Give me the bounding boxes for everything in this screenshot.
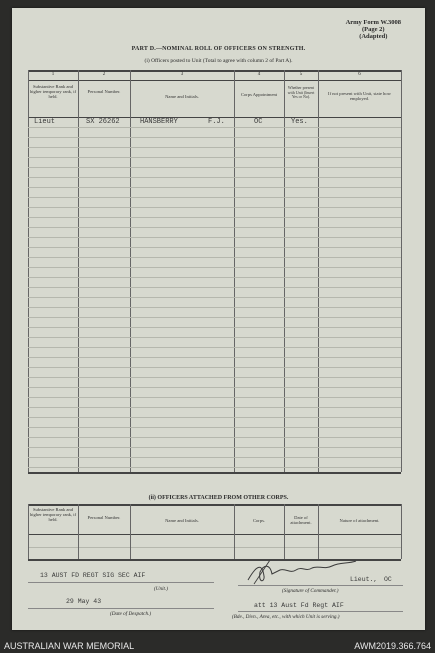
- ruled-line: [28, 177, 401, 178]
- commander-role: OC: [384, 576, 392, 583]
- ruled-line: [28, 307, 401, 308]
- s2-col-header-corps: Corps.: [252, 518, 266, 523]
- unit-value: 13 AUST FD REGT SIG SEC AIF: [40, 572, 146, 579]
- ruled-line: [28, 207, 401, 208]
- col-num-4: 4: [257, 72, 261, 77]
- ruled-line: [28, 377, 401, 378]
- ruled-line: [28, 387, 401, 388]
- signature-caption: (Signature of Commander.): [282, 588, 339, 594]
- form-name: Army Form W.3008: [345, 19, 401, 26]
- bde-value: att 13 Aust Fd Regt AIF: [254, 602, 344, 609]
- form-page: (Page 2): [362, 26, 385, 33]
- ruled-line: [28, 407, 401, 408]
- despatch-date: 29 May 43: [66, 598, 102, 605]
- entry-rank: Lieut: [34, 118, 56, 126]
- commander-rank: Lieut.,: [350, 576, 378, 583]
- archive-reference: AWM2019.366.764: [354, 641, 431, 651]
- document-page: [12, 8, 425, 630]
- ruled-line: [28, 237, 401, 238]
- ruled-line: [28, 317, 401, 318]
- s2-col-header-name: Name and Initials.: [165, 518, 199, 523]
- col-num-3: 3: [180, 72, 184, 77]
- ruled-line: [28, 347, 401, 348]
- ruled-line: [28, 157, 401, 158]
- ruled-line: [28, 167, 401, 168]
- ruled-line: [28, 327, 401, 328]
- ruled-line: [28, 137, 401, 138]
- ruled-line: [28, 467, 401, 468]
- ruled-line: [28, 287, 401, 288]
- s2-col-header-rank: Substantive Rank and higher temporary rank, if held.: [29, 507, 77, 522]
- col-header-present: Whether present with Unit (Insert Yes or No).: [287, 85, 315, 100]
- entry-corps: OC: [254, 118, 263, 126]
- col-header-number: Personal Number.: [87, 89, 121, 94]
- col-header-corps: Corps Appointment: [240, 92, 278, 97]
- col-num-5: 5: [299, 72, 303, 77]
- s2-col-header-date: Date of attachment.: [290, 515, 312, 525]
- entry-initials: F.J.: [208, 118, 225, 126]
- ruled-line: [28, 197, 401, 198]
- col-num-1: 1: [51, 72, 55, 77]
- ruled-line: [28, 337, 401, 338]
- ruled-line: [28, 277, 401, 278]
- entry-name: HANSBERRY: [140, 118, 178, 126]
- ruled-line: [28, 247, 401, 248]
- ruled-line: [28, 447, 401, 448]
- ruled-line: [28, 437, 401, 438]
- col-header-rank: Substantive Rank and higher temporary rank, if held.: [29, 84, 77, 99]
- unit-caption: (Unit.): [154, 586, 168, 592]
- entry-present: Yes.: [291, 118, 308, 126]
- ruled-line: [28, 257, 401, 258]
- s2-col-header-nature: Nature of attachment.: [339, 518, 380, 523]
- col-header-name: Name and Initials.: [165, 94, 199, 99]
- col-header-employed: If not present with Unit, state how employed.: [328, 91, 391, 101]
- col-num-6: 6: [358, 72, 361, 77]
- section2-subtitle: (ii) OFFICERS ATTACHED FROM OTHER CORPS.: [148, 495, 289, 501]
- s2-col-header-number: Personal Number.: [87, 515, 121, 520]
- ruled-line: [28, 417, 401, 418]
- despatch-date-caption: (Date of Despatch.): [110, 611, 152, 617]
- ruled-line: [28, 297, 401, 298]
- ruled-line: [28, 397, 401, 398]
- ruled-line: [28, 357, 401, 358]
- ruled-line: [28, 127, 401, 128]
- commander-signature: [240, 556, 360, 588]
- ruled-line: [28, 217, 401, 218]
- ruled-line: [28, 457, 401, 458]
- ruled-line: [28, 427, 401, 428]
- section1-subtitle: (i) Officers posted to Unit (Total to agree with column 2 of Part A).: [144, 58, 293, 64]
- ruled-line: [28, 367, 401, 368]
- col-num-2: 2: [102, 72, 106, 77]
- entry-personal-number: SX 26262: [86, 118, 120, 126]
- ruled-line: [28, 227, 401, 228]
- ruled-line: [28, 147, 401, 148]
- page-title: PART D.—NOMINAL ROLL OF OFFICERS ON STRENGTH.: [131, 46, 306, 52]
- ruled-line: [28, 267, 401, 268]
- form-identifier: [346, 19, 401, 40]
- form-note: (Adapted): [359, 33, 388, 40]
- bde-caption: (Bde., Divn., Area, etc., with which Unit is serving.): [232, 614, 340, 620]
- ruled-line: [28, 187, 401, 188]
- archive-institution: AUSTRALIAN WAR MEMORIAL: [4, 641, 135, 651]
